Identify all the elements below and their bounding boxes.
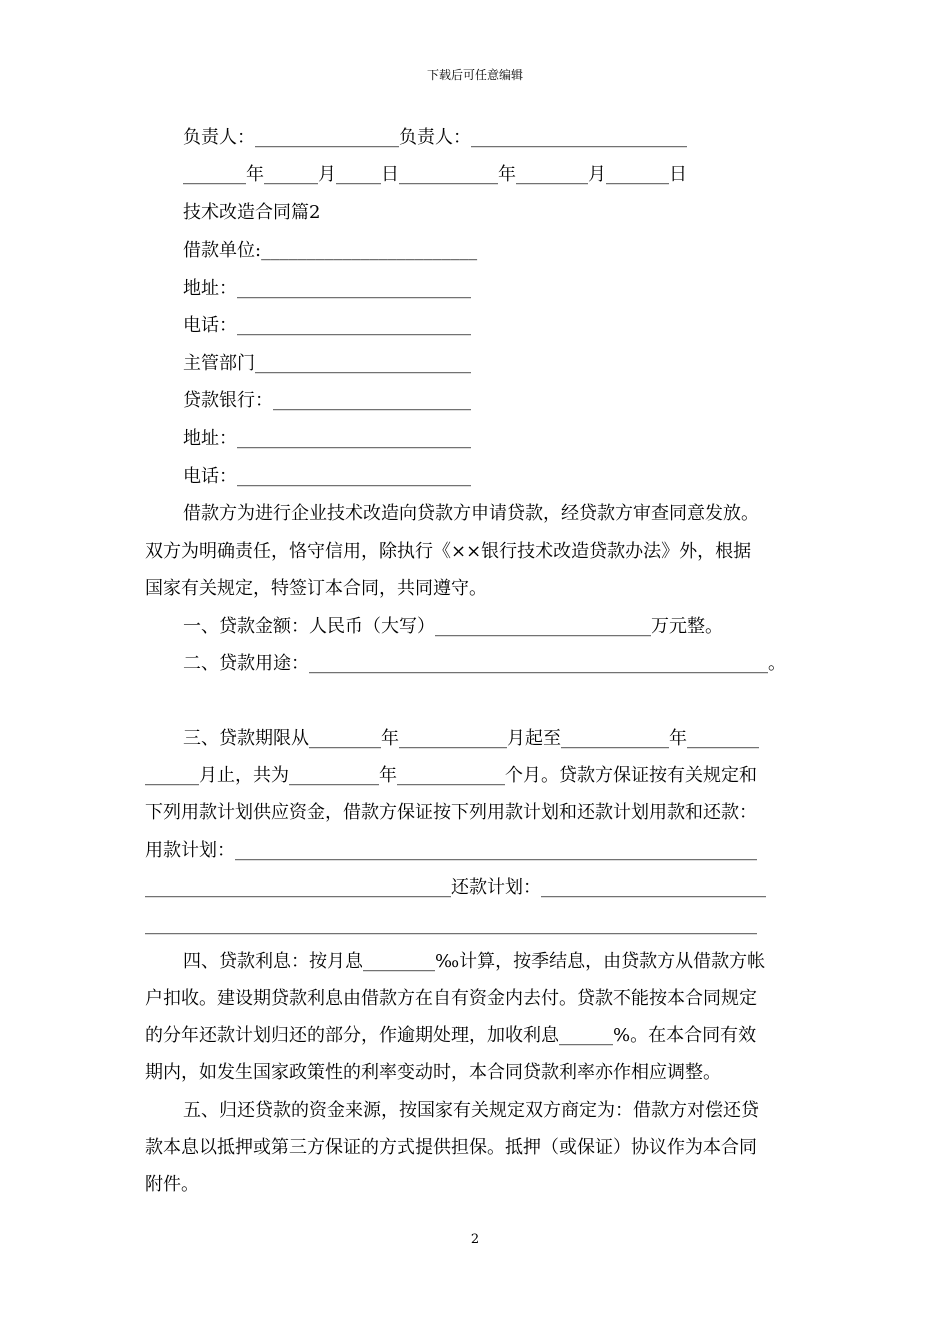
paragraph-line: 用款计划：__________________________________________________________ — [145, 840, 757, 861]
field-bank-address: 地址：__________________________ — [183, 428, 471, 449]
paragraph-line: 期内，如发生国家政策性的利率变动时，本合同贷款利率亦作相应调整。 — [145, 1062, 721, 1083]
paragraph-line: 户扣收。建设期贷款利息由借款方在自有资金内去付。贷款不能按本合同规定 — [145, 988, 757, 1009]
clause-purpose: 二、贷款用途：___________________________________________________。 — [183, 653, 786, 674]
paragraph-line: 款本息以抵押或第三方保证的方式提供担保。抵押（或保证）协议作为本合同 — [145, 1137, 757, 1158]
paragraph-line: 双方为明确责任，恪守信用，除执行《××银行技术改造贷款办法》外，根据 — [145, 541, 752, 562]
paragraph-line: 借款方为进行企业技术改造向贷款方申请贷款，经贷款方审查同意发放。 — [183, 503, 759, 524]
clause-amount: 一、贷款金额：人民币（大写）________________________万元整。 — [183, 616, 723, 637]
field-bank-phone: 电话：__________________________ — [183, 466, 471, 487]
paragraph-line: ______月止，共为__________年____________个月。贷款方保证按有关规定和 — [145, 765, 757, 786]
paragraph-line: __________________________________还款计划：_________________________ — [145, 877, 766, 898]
page-number: 2 — [470, 1232, 480, 1247]
page-header: 下载后可任意编辑 — [426, 68, 523, 82]
paragraph-line: 下列用款计划供应资金，借款方保证按下列用款计划和还款计划用款和还款： — [145, 802, 757, 823]
paragraph-line: 国家有关规定，特签订本合同，共同遵守。 — [145, 578, 487, 599]
clause-repayment: 五、归还贷款的资金来源，按国家有关规定双方商定为：借款方对偿还贷 — [183, 1100, 759, 1121]
field-borrower: 借款单位:________________________ — [183, 240, 478, 261]
signature-line: 负责人：________________负责人：________________________ — [183, 127, 687, 148]
date-line: _______年______月_____日___________年________月_______日 — [183, 164, 687, 185]
field-department: 主管部门________________________ — [183, 353, 471, 374]
field-bank: 贷款银行：______________________ — [183, 390, 471, 411]
section-title: 技术改造合同篇2 — [183, 202, 321, 223]
field-phone: 电话：__________________________ — [183, 315, 471, 336]
field-address: 地址：__________________________ — [183, 278, 471, 299]
paragraph-line: ____________________________________________________________________ — [145, 914, 757, 935]
clause-term: 三、贷款期限从________年____________月起至____________年________ — [183, 728, 759, 749]
clause-interest: 四、贷款利息：按月息________‰计算，按季结息，由贷款方从借款方帐 — [183, 951, 766, 972]
paragraph-line: 的分年还款计划归还的部分，作逾期处理，加收利息______%。在本合同有效 — [145, 1025, 757, 1046]
paragraph-line: 附件。 — [145, 1174, 199, 1195]
